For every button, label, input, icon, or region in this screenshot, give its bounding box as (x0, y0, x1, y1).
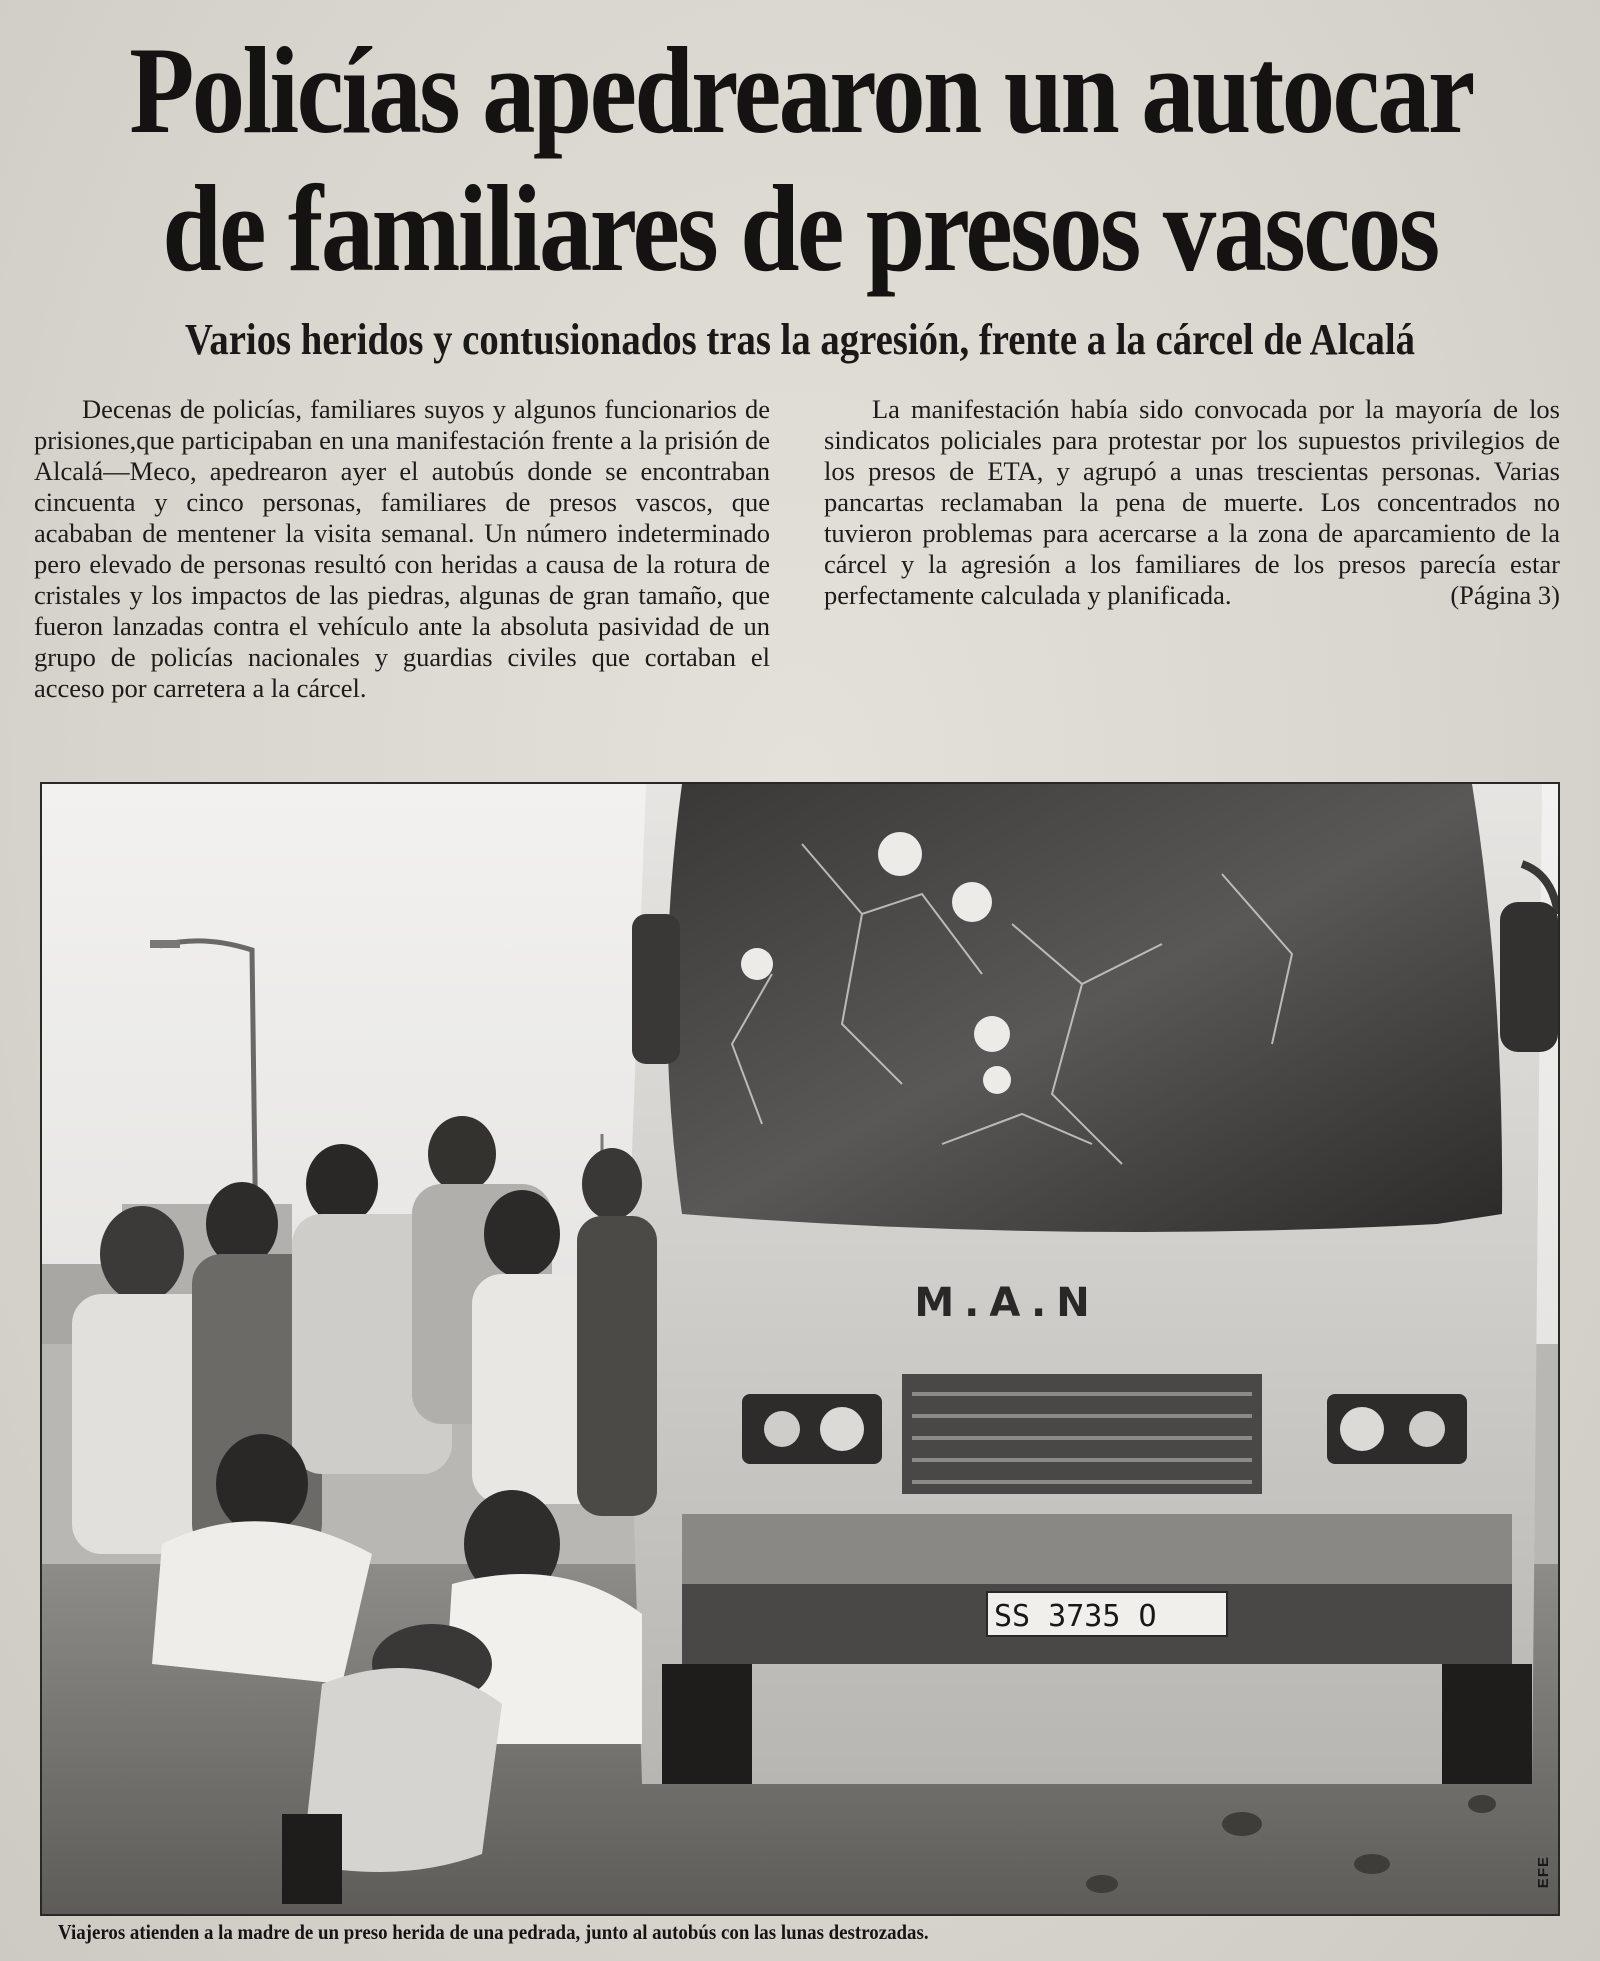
photo-caption: Viajeros atienden a la madre de un preso herida de una pedrada, junto al autobús con las lunas destrozadas. (58, 1920, 929, 1944)
headline-line-1: Policías apedrearon un autocar (129, 22, 1473, 159)
article-paragraph-2 (824, 394, 1560, 611)
headline (129, 22, 1471, 298)
subheadline: Varios heridos y contusionados tras la agresión, frente a la cárcel de Alcalá (184, 315, 1416, 364)
article-paragraph-2-text: La manifestación había sido convocada por la mayoría de los sindicatos policiales para protestar por los supuestos privilegios de los presos de ETA, y agrupó a unas trescientas personas. Varias pancartas reclamaban la pena de muerte. Los concentrados no tuvieron problemas para acercarse a la zona de aparcamiento de la cárcel y la agresión a los familiares de los presos parecía estar perfectamente calculada y planificada. (824, 394, 1560, 610)
bus-brand: M.A.N (914, 1280, 1100, 1326)
article-paragraph-1: Decenas de policías, familiares suyos y algunos funcionarios de prisiones,que participaban en una manifestación frente a la prisión de Alcalá—Meco, apedrearon ayer el autobús donde se encontraban cincuenta y cinco personas, familiares de presos vascos, que acababan de mentener la visita semanal. Un número indeterminado pero elevado de personas resultó con heridas a causa de la rotura de cristales y los impactos de las piedras, algunas de gran tamaño, que fueron lanzadas contra el vehículo ante la absoluta pasividad de un grupo de policías nacionales y guardias civiles que cortaban el acceso por carretera a la cárcel. (34, 394, 770, 703)
article-body (34, 394, 1560, 739)
photo-credit: EFE (1535, 1855, 1552, 1888)
bus (627, 784, 1558, 1784)
page-reference: (Página 3) (1450, 580, 1560, 610)
photo-illustration (42, 784, 1558, 1914)
news-photo (40, 782, 1560, 1916)
license-plate: SS 3735 O (994, 1599, 1157, 1634)
headline-line-2: de familiares de presos vascos (162, 160, 1438, 297)
